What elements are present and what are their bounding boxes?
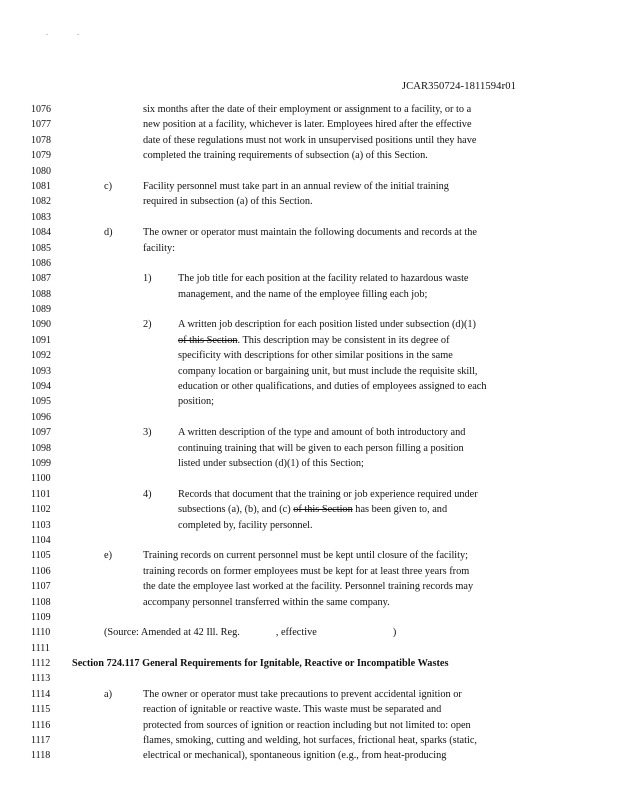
text-line — [0, 502, 618, 517]
text-line — [0, 317, 618, 332]
line-text: Facility personnel must take part in an annual review of the initial training — [143, 180, 449, 192]
line-number: 1086 — [31, 257, 51, 269]
line-number: 1078 — [31, 134, 51, 146]
line-number: 1095 — [31, 396, 51, 408]
line-text: six months after the date of their employment or assignment to a facility, or to a — [143, 104, 472, 115]
text-line — [0, 641, 618, 656]
corner-mark: - — [77, 30, 80, 38]
text-line — [0, 271, 618, 286]
line-number: 1093 — [31, 365, 51, 377]
line-text: new position at a facility, whichever is later. Employees hired after the effective — [143, 119, 472, 131]
line-text: Records that document that the training or job experience required under — [178, 488, 478, 500]
line-text: A written job description for each position listed under subsection (d)(1) — [178, 319, 476, 331]
text-line — [0, 533, 618, 548]
text-line — [0, 487, 618, 502]
text-line — [0, 425, 618, 440]
line-text: facility: — [143, 242, 176, 254]
text-line — [0, 133, 618, 148]
text-line — [0, 394, 618, 409]
item-label: 2) — [143, 319, 152, 331]
line-number: 1081 — [31, 180, 51, 192]
subsection-label: d) — [104, 227, 113, 239]
text-line — [0, 164, 618, 179]
line-text: accompany personnel transferred within the same company. — [143, 596, 390, 608]
line-number: 1106 — [31, 565, 51, 577]
text-line — [0, 179, 618, 194]
source-note-part: (Source: Amended at 42 Ill. Reg. — [104, 627, 240, 639]
document-body — [0, 102, 618, 764]
line-text: Training records on current personnel must be kept until closure of the facility; — [143, 550, 469, 562]
line-number: 1118 — [31, 750, 51, 762]
line-number: 1076 — [31, 104, 51, 115]
line-number: 1114 — [31, 688, 51, 700]
line-text: company location or bargaining unit, but must include the requisite skill, — [178, 365, 478, 377]
line-number: 1091 — [31, 334, 51, 346]
text-line — [0, 225, 618, 240]
line-number: 1116 — [31, 719, 51, 731]
line-text: the date the employee last worked at the facility. Personnel training records may — [143, 581, 474, 593]
text-line — [0, 102, 618, 117]
text-line — [0, 379, 618, 394]
line-number: 1090 — [31, 319, 51, 331]
text-line — [0, 748, 618, 763]
line-number: 1107 — [31, 581, 51, 593]
text-line — [0, 687, 618, 702]
line-text — [178, 502, 447, 517]
line-number: 1088 — [31, 288, 51, 300]
struck-text: of this Section — [293, 504, 353, 516]
line-number: 1083 — [31, 211, 51, 223]
text-line — [0, 671, 618, 686]
line-number: 1112 — [31, 658, 51, 670]
item-label: 1) — [143, 273, 152, 285]
text-line — [0, 287, 618, 302]
line-text-part: has been given to, and — [352, 504, 448, 516]
line-number: 1077 — [31, 119, 51, 131]
text-line — [0, 610, 618, 625]
line-text: continuing training that will be given to each person filling a position — [178, 442, 464, 454]
line-number: 1097 — [31, 427, 51, 439]
item-label: 4) — [143, 488, 152, 500]
text-line — [0, 410, 618, 425]
text-line — [0, 441, 618, 456]
text-line — [0, 595, 618, 610]
line-text: management, and the name of the employee filling each job; — [178, 288, 428, 300]
line-text: training records on former employees must be kept for at least three years from — [143, 565, 470, 577]
line-number: 1098 — [31, 442, 51, 454]
line-text: position; — [178, 396, 215, 408]
line-number: 1087 — [31, 273, 51, 285]
text-line — [0, 656, 618, 671]
line-text: specificity with descriptions for other similar positions in the same — [178, 350, 453, 362]
text-line — [0, 564, 618, 579]
line-text: listed under subsection (d)(1) of this Section; — [178, 457, 364, 469]
line-number: 1108 — [31, 596, 51, 608]
text-line — [0, 117, 618, 132]
line-number: 1115 — [31, 704, 51, 716]
text-line — [0, 702, 618, 717]
line-text: electrical or mechanical), spontaneous ignition (e.g., from heat-producing — [143, 750, 447, 762]
item-label: 3) — [143, 427, 152, 439]
line-text: The owner or operator must take precautions to prevent accidental ignition or — [143, 688, 462, 700]
corner-mark: - — [46, 30, 49, 38]
line-text-rest: . This description may be consistent in its degree of — [237, 334, 450, 346]
line-text: The job title for each position at the facility related to hazardous waste — [178, 273, 469, 285]
text-line — [0, 210, 618, 225]
line-number: 1099 — [31, 457, 51, 469]
text-line — [0, 256, 618, 271]
text-line — [0, 548, 618, 563]
line-number: 1109 — [31, 611, 51, 623]
text-line — [0, 718, 618, 733]
line-number: 1113 — [31, 673, 51, 685]
line-number: 1111 — [31, 642, 50, 654]
text-line — [0, 148, 618, 163]
source-note-part: , effective — [275, 627, 317, 639]
line-text: required in subsection (a) of this Section. — [143, 196, 313, 208]
line-text: completed by, facility personnel. — [178, 519, 313, 531]
line-text: The owner or operator must maintain the following documents and records at the — [143, 227, 477, 239]
text-line — [0, 518, 618, 533]
line-text: A written description of the type and amount of both introductory and — [178, 427, 466, 439]
source-note — [104, 625, 396, 640]
line-number: 1110 — [31, 627, 51, 639]
line-number: 1094 — [31, 381, 51, 393]
line-text: education or other qualifications, and duties of employees assigned to each — [178, 381, 487, 393]
line-number: 1079 — [31, 150, 51, 162]
line-number: 1096 — [31, 411, 51, 423]
text-line — [0, 625, 618, 640]
line-text: completed the training requirements of subsection (a) of this Section. — [143, 150, 428, 162]
line-number: 1089 — [31, 304, 51, 316]
text-line — [0, 364, 618, 379]
line-text: reaction of ignitable or reactive waste. This waste must be separated and — [143, 704, 442, 716]
line-number: 1092 — [31, 350, 51, 362]
text-line — [0, 456, 618, 471]
line-number: 1103 — [31, 519, 51, 531]
text-line — [0, 733, 618, 748]
line-number: 1117 — [31, 735, 51, 747]
text-line — [0, 579, 618, 594]
line-number: 1101 — [31, 488, 51, 500]
line-number: 1080 — [31, 165, 51, 177]
line-text-part: subsections (a), (b), and (c) — [178, 504, 294, 516]
subsection-label: c) — [104, 180, 112, 192]
line-text: date of these regulations must not work in unsupervised positions until they have — [143, 134, 477, 146]
line-number: 1105 — [31, 550, 51, 562]
text-line — [0, 348, 618, 363]
source-note-part: ) — [392, 627, 397, 639]
line-text — [178, 333, 450, 348]
document-id: JCAR350724-1811594r01 — [401, 81, 516, 92]
text-line — [0, 471, 618, 486]
struck-text: of this Section — [178, 334, 238, 346]
text-line — [0, 333, 618, 348]
text-line — [0, 241, 618, 256]
subsection-label: e) — [104, 550, 112, 562]
line-number: 1100 — [31, 473, 51, 485]
line-text: flames, smoking, cutting and welding, hot surfaces, frictional heat, sparks (static, — [143, 735, 477, 747]
text-line — [0, 194, 618, 209]
line-number: 1104 — [31, 534, 51, 546]
line-number: 1082 — [31, 196, 51, 208]
line-number: 1085 — [31, 242, 51, 254]
subsection-label: a) — [104, 688, 112, 700]
text-line — [0, 302, 618, 317]
line-number: 1102 — [31, 504, 51, 516]
line-text: protected from sources of ignition or reaction including but not limited to: open — [143, 719, 471, 731]
section-heading: Section 724.117 General Requirements for Ignitable, Reactive or Incompatible Wastes — [72, 658, 449, 670]
line-number: 1084 — [31, 227, 51, 239]
